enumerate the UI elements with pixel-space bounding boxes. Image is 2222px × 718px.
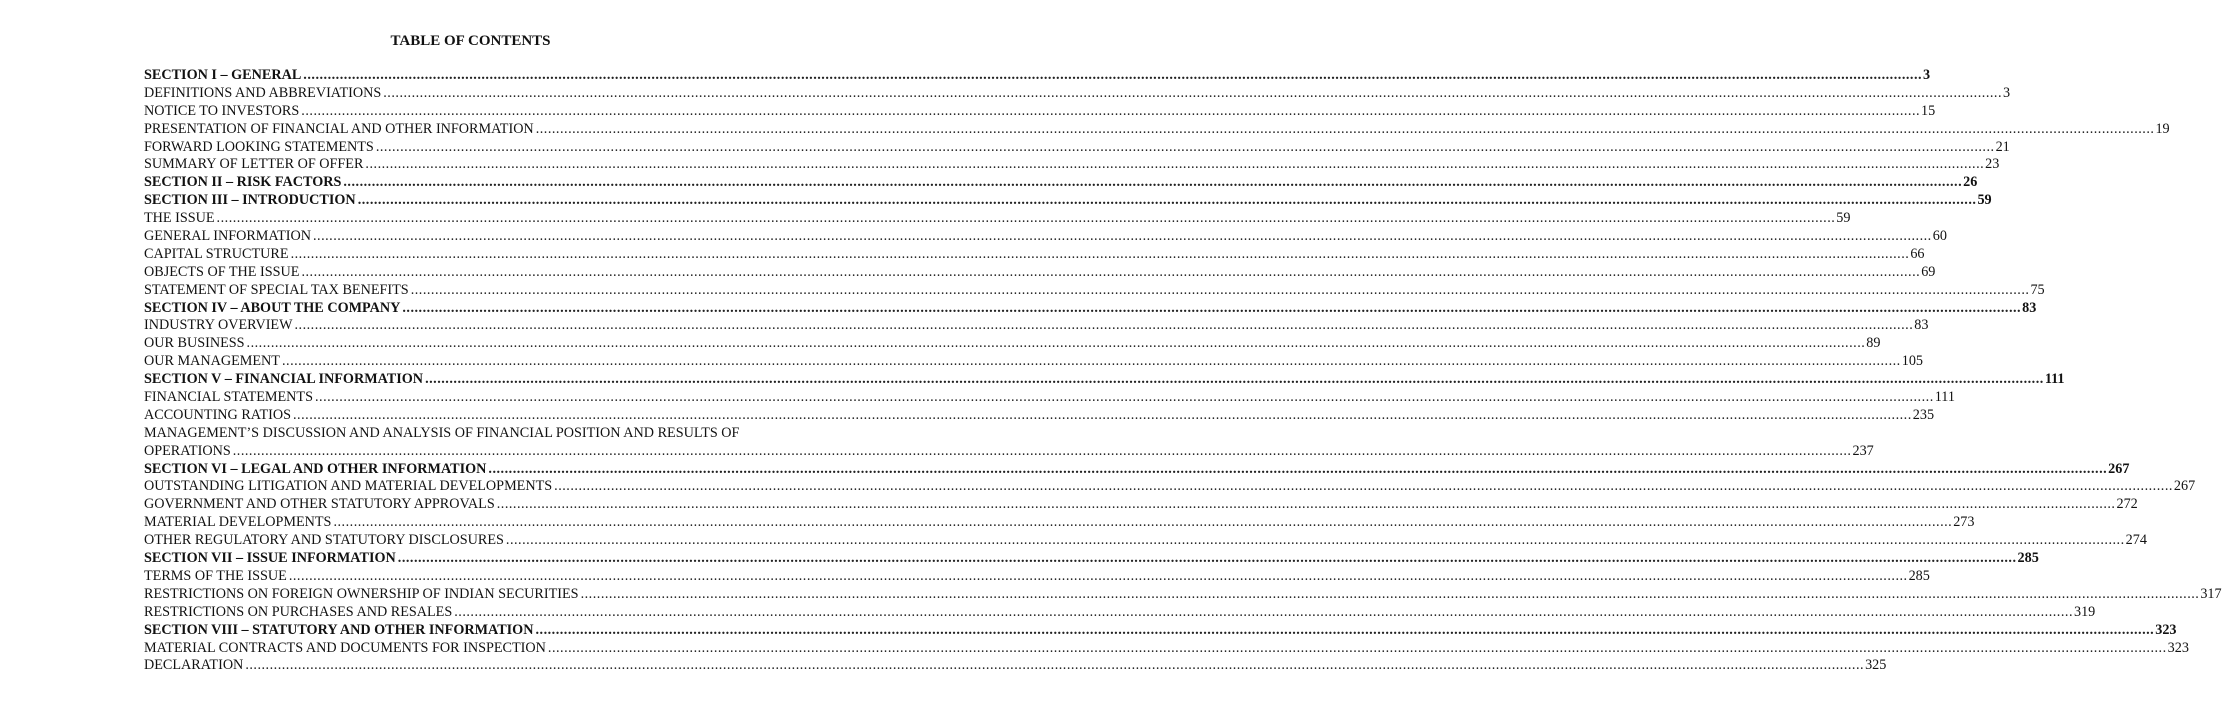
toc-entry-label: OPERATIONS xyxy=(144,442,231,459)
toc-entry-page: 235 xyxy=(1912,406,1935,423)
toc-entry-label: OUTSTANDING LITIGATION AND MATERIAL DEVELOPMENTS xyxy=(144,478,553,495)
toc-entry-page: 15 xyxy=(1921,102,1936,119)
toc-entry-page: 59 xyxy=(1836,210,1851,227)
toc-entry-page: 111 xyxy=(2044,371,2065,388)
toc-entry-25[interactable] xyxy=(144,532,2147,550)
dot-leader: ................................................................................................................................................................................................................................................................................................................................................................................................................ xyxy=(281,353,1901,370)
toc-entry-32[interactable] xyxy=(144,657,1887,675)
toc-entry-label: RESTRICTIONS ON FOREIGN OWNERSHIP OF INDIAN SECURITIES xyxy=(144,585,579,602)
toc-entry-label: NOTICE TO INVESTORS xyxy=(144,102,300,119)
toc-entry-4[interactable] xyxy=(144,138,2010,157)
toc-entry-label: GOVERNMENT AND OTHER STATUTORY APPROVALS xyxy=(144,496,495,513)
toc-entry-page: 323 xyxy=(2167,639,2189,656)
toc-entry-label: OUR BUSINESS xyxy=(144,335,245,352)
dot-leader: ................................................................................................................................................................................................................................................................................................................................................................................................................ xyxy=(554,478,2173,495)
toc-entry-label: CAPITAL STRUCTURE xyxy=(144,245,289,262)
toc-section-heading[interactable] xyxy=(144,621,2177,640)
toc-entry-9[interactable] xyxy=(144,228,1947,246)
toc-entry-page: 285 xyxy=(2017,550,2039,567)
toc-entry-1[interactable] xyxy=(144,84,2011,103)
toc-entry-label-line1: MANAGEMENT’S DISCUSSION AND ANALYSIS OF FINANCIAL POSITION AND RESULTS OF xyxy=(144,424,740,441)
toc-entry-label: SECTION VI – LEGAL AND OTHER INFORMATION xyxy=(144,460,487,477)
toc-entry-label: SECTION III – INTRODUCTION xyxy=(144,192,356,209)
dot-leader: ................................................................................................................................................................................................................................................................................................................................................................................................................ xyxy=(488,460,2108,477)
toc-entry-label: ACCOUNTING RATIOS xyxy=(144,406,291,423)
toc-entry-28[interactable] xyxy=(144,585,2222,604)
toc-entry-label: THE ISSUE xyxy=(144,210,215,227)
toc-section-heading[interactable] xyxy=(144,371,2065,389)
toc-entry-10[interactable] xyxy=(144,245,1925,264)
toc-entry-page: 3 xyxy=(2003,84,2011,101)
toc-entry-15[interactable] xyxy=(144,335,1881,353)
dot-leader: ................................................................................................................................................................................................................................................................................................................................................................................................................ xyxy=(402,299,2022,316)
toc-entry-label: GENERAL INFORMATION xyxy=(144,228,311,245)
toc-entry-page: 267 xyxy=(2173,478,2196,495)
toc-entry-page: 19 xyxy=(2155,120,2170,137)
toc-entry-label: SUMMARY OF LETTER OF OFFER xyxy=(144,156,364,173)
toc-entry-page: 23 xyxy=(1985,156,2000,173)
dot-leader: ................................................................................................................................................................................................................................................................................................................................................................................................................ xyxy=(454,603,2073,620)
dot-leader: ................................................................................................................................................................................................................................................................................................................................................................................................................ xyxy=(375,138,1995,155)
toc-entry-page: 267 xyxy=(2108,460,2130,477)
toc-entry-label: OBJECTS OF THE ISSUE xyxy=(144,263,300,280)
toc-entry-page: 89 xyxy=(1866,335,1881,352)
dot-leader: ................................................................................................................................................................................................................................................................................................................................................................................................................ xyxy=(410,281,2030,298)
toc-entry-label: SECTION II – RISK FACTORS xyxy=(144,174,342,191)
page-title: TABLE OF CONTENTS xyxy=(390,33,551,49)
toc-entry-page: 111 xyxy=(1934,389,1955,406)
dot-leader: ................................................................................................................................................................................................................................................................................................................................................................................................................ xyxy=(290,245,1910,262)
dot-leader: ................................................................................................................................................................................................................................................................................................................................................................................................................ xyxy=(580,585,2200,602)
dot-leader: ................................................................................................................................................................................................................................................................................................................................................................................................................ xyxy=(397,550,2017,567)
dot-leader: ................................................................................................................................................................................................................................................................................................................................................................................................................ xyxy=(216,210,1836,227)
toc-entry-24[interactable] xyxy=(144,514,1975,532)
toc-entry-label: OUR MANAGEMENT xyxy=(144,353,280,370)
toc-entry-8[interactable] xyxy=(144,210,1851,228)
toc-section-heading[interactable] xyxy=(144,67,1931,85)
dot-leader: ................................................................................................................................................................................................................................................................................................................................................................................................................ xyxy=(301,102,1921,119)
dot-leader: ................................................................................................................................................................................................................................................................................................................................................................................................................ xyxy=(294,317,1914,334)
toc-entry-page: 83 xyxy=(1914,317,1929,334)
dot-leader: ................................................................................................................................................................................................................................................................................................................................................................................................................ xyxy=(535,120,2155,137)
toc-entry-label: OTHER REGULATORY AND STATUTORY DISCLOSURES xyxy=(144,532,504,549)
toc-entry-31[interactable] xyxy=(144,639,2189,658)
toc-entry-label: SECTION VII – ISSUE INFORMATION xyxy=(144,550,396,567)
toc-entry-page: 272 xyxy=(2116,496,2138,513)
toc-section-heading[interactable] xyxy=(144,550,2039,568)
dot-leader: ................................................................................................................................................................................................................................................................................................................................................................................................................ xyxy=(312,228,1932,245)
toc-entry-page: 237 xyxy=(1852,442,1874,459)
toc-entry-page: 75 xyxy=(2030,281,2045,298)
toc-entry-page: 319 xyxy=(2073,603,2096,620)
toc-entry-23[interactable] xyxy=(144,496,2138,514)
dot-leader: ................................................................................................................................................................................................................................................................................................................................................................................................................ xyxy=(505,532,2125,549)
dot-leader: ................................................................................................................................................................................................................................................................................................................................................................................................................ xyxy=(535,621,2155,638)
toc-section-heading[interactable] xyxy=(144,174,1978,192)
dot-leader: ................................................................................................................................................................................................................................................................................................................................................................................................................ xyxy=(246,335,1866,352)
dot-leader: ................................................................................................................................................................................................................................................................................................................................................................................................................ xyxy=(496,496,2116,513)
toc-entry-label: TERMS OF THE ISSUE xyxy=(144,567,287,584)
toc-entry-12[interactable] xyxy=(144,281,2045,300)
toc-entry-page: 323 xyxy=(2155,621,2177,638)
toc-entry-label: SECTION I – GENERAL xyxy=(144,67,302,83)
toc-entry-11[interactable] xyxy=(144,263,1936,282)
toc-section-heading[interactable] xyxy=(144,460,2130,479)
dot-leader: ................................................................................................................................................................................................................................................................................................................................................................................................................ xyxy=(314,389,1934,406)
dot-leader: ................................................................................................................................................................................................................................................................................................................................................................................................................ xyxy=(245,657,1865,674)
toc-entry-label: PRESENTATION OF FINANCIAL AND OTHER INFORMATION xyxy=(144,120,534,137)
toc-entry-19[interactable] xyxy=(144,406,1935,425)
toc-entry-page: 325 xyxy=(1865,657,1887,674)
dot-leader: ................................................................................................................................................................................................................................................................................................................................................................................................................ xyxy=(425,371,2044,388)
toc-entry-20[interactable] xyxy=(144,424,1874,461)
toc-entry-page: 274 xyxy=(2125,532,2147,549)
toc-entry-label: MATERIAL CONTRACTS AND DOCUMENTS FOR INSPECTION xyxy=(144,639,546,656)
toc-entry-label: SECTION IV – ABOUT THE COMPANY xyxy=(144,299,401,316)
dot-leader: ................................................................................................................................................................................................................................................................................................................................................................................................................ xyxy=(303,67,1923,83)
toc-entry-14[interactable] xyxy=(144,317,1929,335)
toc-entry-page: 69 xyxy=(1921,263,1936,280)
dot-leader: ................................................................................................................................................................................................................................................................................................................................................................................................................ xyxy=(547,639,2167,656)
toc-entry-page: 59 xyxy=(1977,192,1992,209)
toc-entry-label: FINANCIAL STATEMENTS xyxy=(144,389,313,406)
toc-entry-label: FORWARD LOOKING STATEMENTS xyxy=(144,138,374,155)
toc-entry-18[interactable] xyxy=(144,389,1955,407)
dot-leader: ................................................................................................................................................................................................................................................................................................................................................................................................................ xyxy=(301,263,1921,280)
toc-entry-label: INDUSTRY OVERVIEW xyxy=(144,317,293,334)
toc-entry-page: 60 xyxy=(1932,228,1947,245)
toc-entry-page: 273 xyxy=(1953,514,1975,531)
toc-entry-3[interactable] xyxy=(144,120,2170,139)
toc-entry-page: 21 xyxy=(1995,138,2010,155)
toc-entry-29[interactable] xyxy=(144,603,2096,622)
toc-section-heading[interactable] xyxy=(144,192,1992,210)
dot-leader: ................................................................................................................................................................................................................................................................................................................................................................................................................ xyxy=(232,442,1852,459)
dot-leader: ................................................................................................................................................................................................................................................................................................................................................................................................................ xyxy=(365,156,1985,173)
toc-entry-page: 3 xyxy=(1923,67,1931,83)
toc-entry-label: DECLARATION xyxy=(144,657,244,674)
toc-section-heading[interactable] xyxy=(144,299,2037,318)
toc-entry-22[interactable] xyxy=(144,478,2196,496)
toc-entry-page: 285 xyxy=(1908,567,1930,584)
toc-entry-label: SECTION V – FINANCIAL INFORMATION xyxy=(144,371,424,388)
dot-leader: ................................................................................................................................................................................................................................................................................................................................................................................................................ xyxy=(333,514,1953,531)
toc-entry-page: 83 xyxy=(2022,299,2037,316)
toc-entry-label: STATEMENT OF SPECIAL TAX BENEFITS xyxy=(144,281,409,298)
toc-entry-page: 105 xyxy=(1901,353,1923,370)
toc-entry-5[interactable] xyxy=(144,156,2000,174)
dot-leader: ................................................................................................................................................................................................................................................................................................................................................................................................................ xyxy=(343,174,1963,191)
dot-leader: ................................................................................................................................................................................................................................................................................................................................................................................................................ xyxy=(383,84,2002,101)
dot-leader: ................................................................................................................................................................................................................................................................................................................................................................................................................ xyxy=(293,406,1912,423)
toc-entry-label: DEFINITIONS AND ABBREVIATIONS xyxy=(144,84,382,101)
toc-entry-label: RESTRICTIONS ON PURCHASES AND RESALES xyxy=(144,603,453,620)
toc-entry-page: 66 xyxy=(1910,245,1925,262)
dot-leader: ................................................................................................................................................................................................................................................................................................................................................................................................................ xyxy=(288,567,1908,584)
toc-entry-27[interactable] xyxy=(144,567,1930,586)
toc-entry-label: SECTION VIII – STATUTORY AND OTHER INFORMATION xyxy=(144,621,534,638)
dot-leader: ................................................................................................................................................................................................................................................................................................................................................................................................................ xyxy=(357,192,1977,209)
table-of-contents xyxy=(144,67,2222,675)
toc-entry-page: 26 xyxy=(1963,174,1978,191)
toc-entry-16[interactable] xyxy=(144,353,1923,371)
toc-entry-page: 317 xyxy=(2200,585,2222,602)
toc-entry-2[interactable] xyxy=(144,102,1936,121)
toc-entry-label: MATERIAL DEVELOPMENTS xyxy=(144,514,332,531)
